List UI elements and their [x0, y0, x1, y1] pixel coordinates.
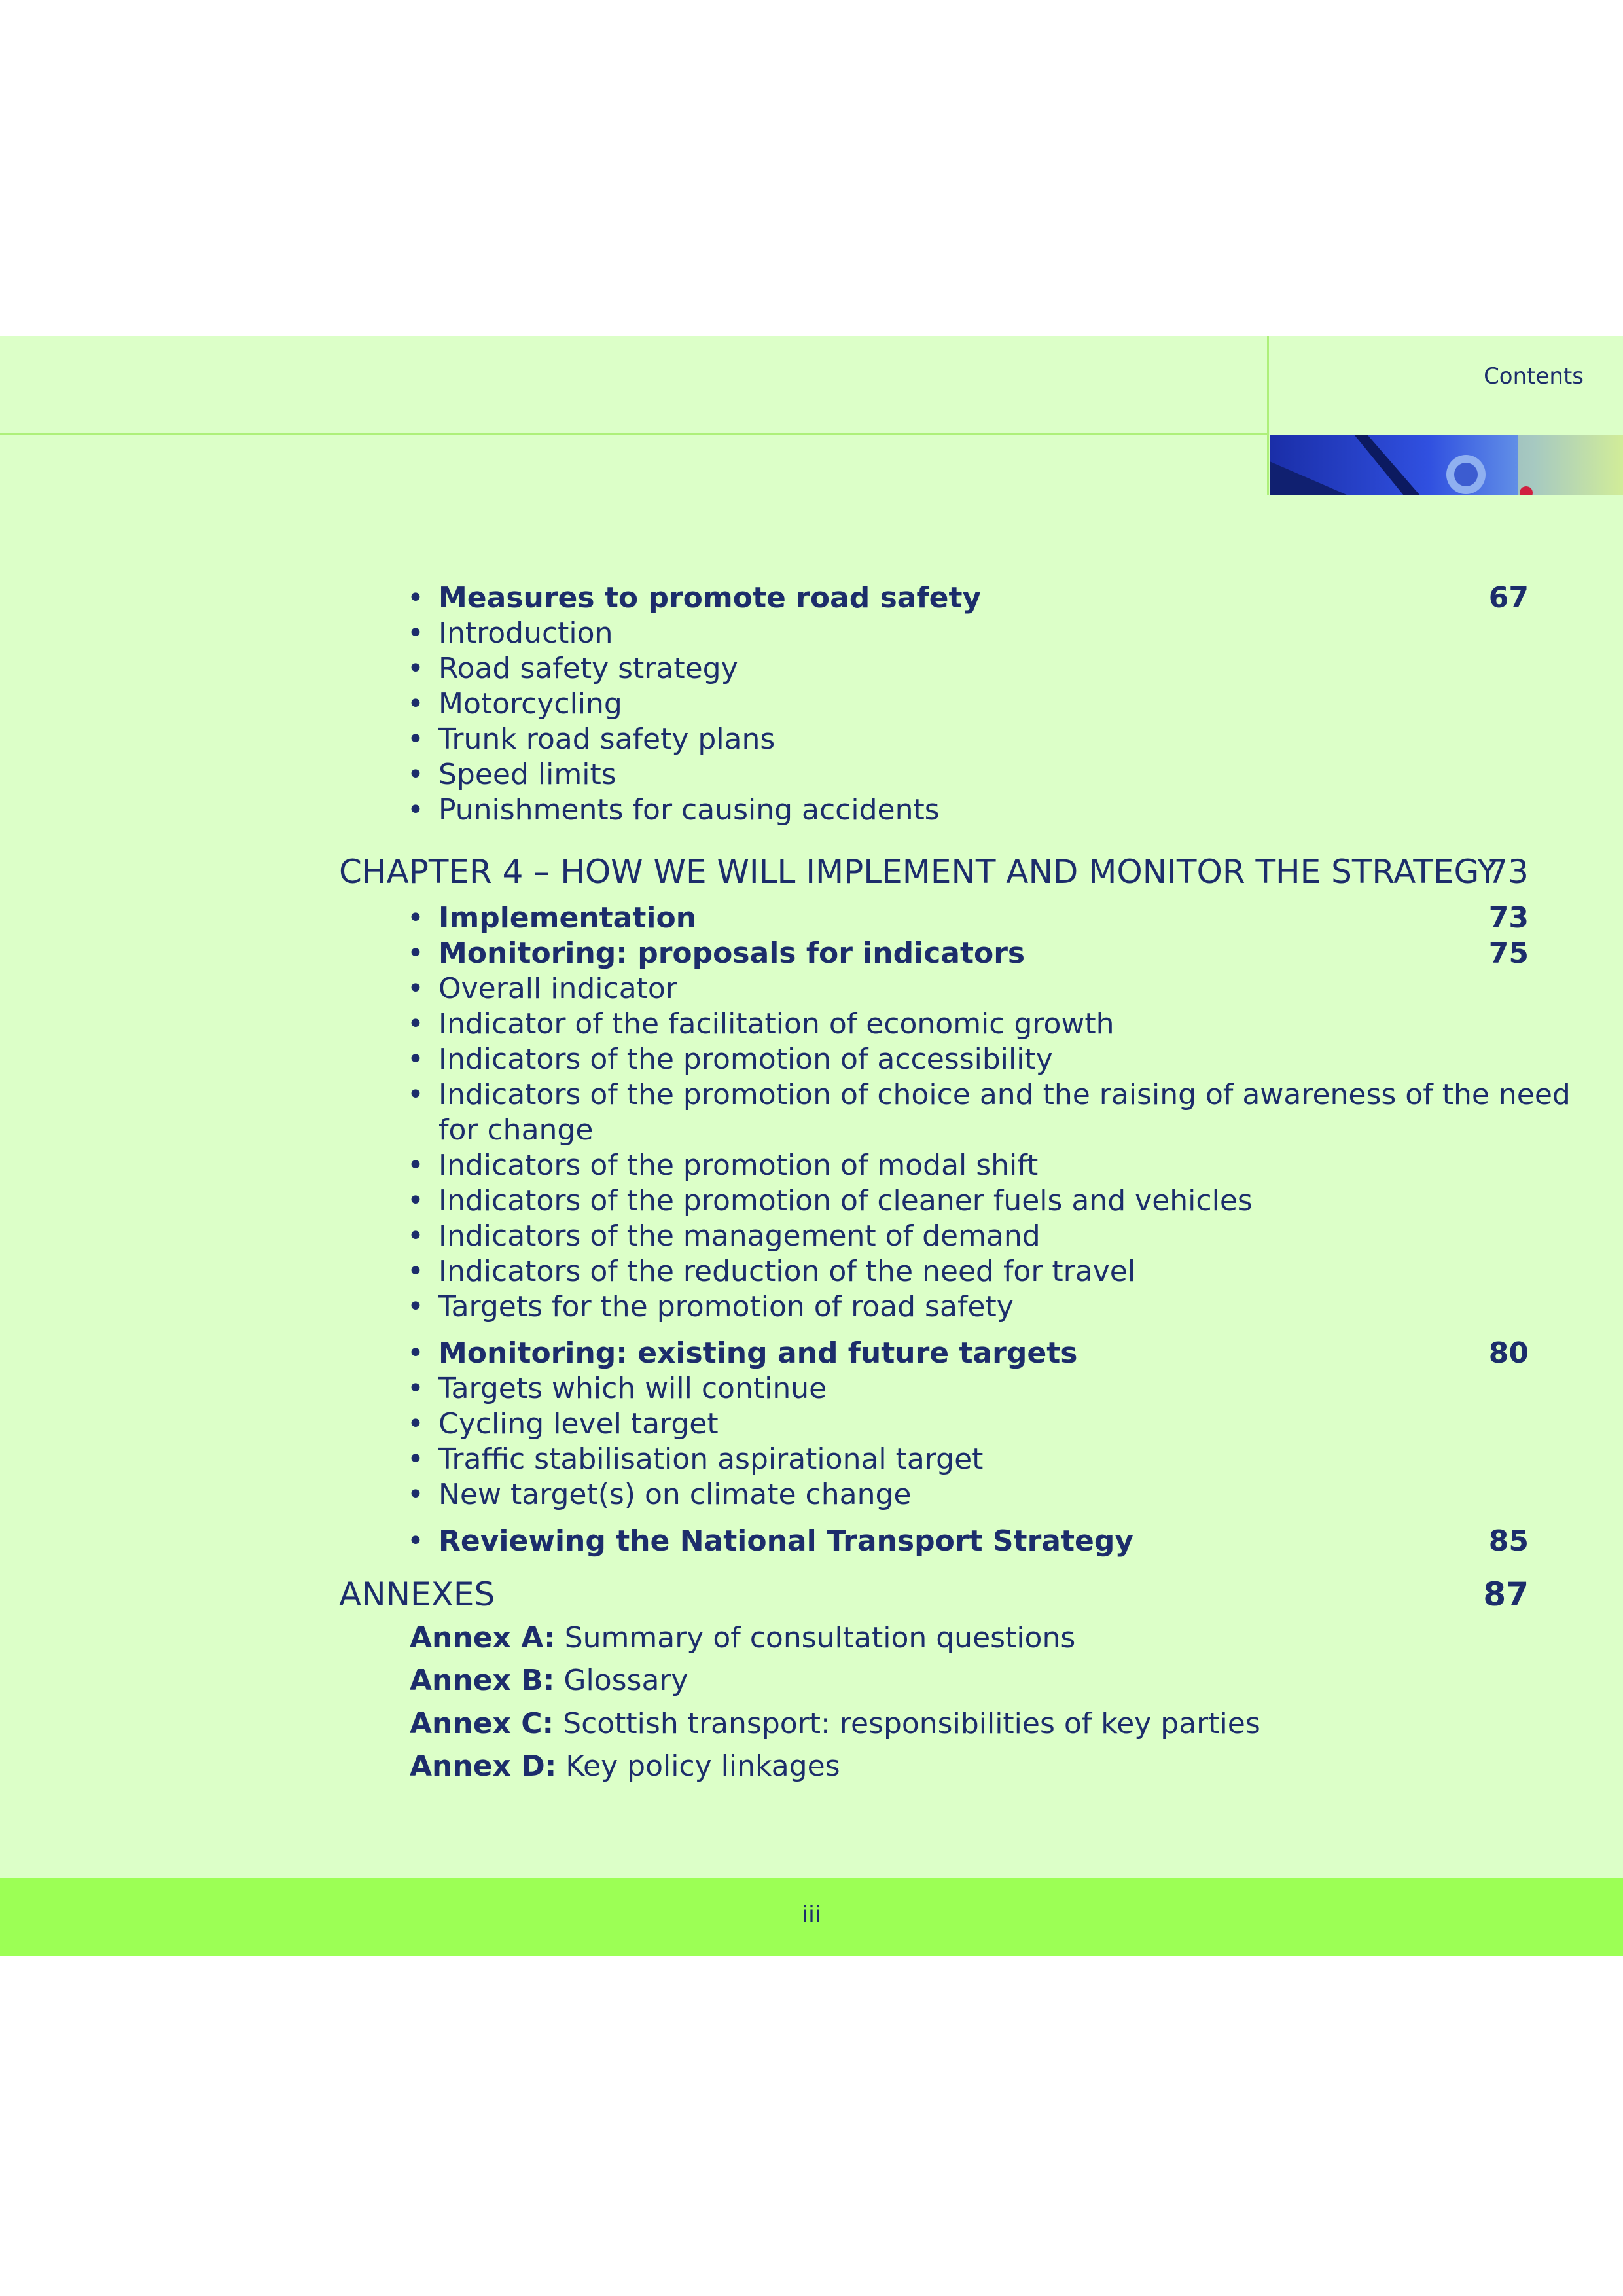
page-number: iii: [801, 1901, 821, 1928]
bullet-icon: •: [407, 901, 424, 935]
bullet-icon: •: [407, 1407, 424, 1441]
annex-d-text: Key policy linkages: [565, 1749, 840, 1783]
header-photo: [1270, 435, 1623, 495]
toc-item[interactable]: Indicators of the reduction of the need for travel: [438, 1255, 1136, 1288]
bullet-icon: •: [407, 1255, 424, 1288]
toc-heading-monitoring-indicators[interactable]: Monitoring: proposals for indicators: [438, 937, 1026, 970]
bullet-icon: •: [407, 1478, 424, 1511]
toc-heading-monitoring-targets[interactable]: Monitoring: existing and future targets: [438, 1336, 1078, 1370]
bullet-icon: •: [407, 1078, 424, 1111]
annex-d[interactable]: [410, 1749, 840, 1784]
annexes-title[interactable]: ANNEXES: [339, 1575, 495, 1613]
toc-item[interactable]: Introduction: [438, 617, 613, 650]
toc-item[interactable]: Targets which will continue: [438, 1372, 827, 1405]
toc-page-implementation: 73: [1488, 901, 1529, 935]
bullet-icon: •: [407, 581, 424, 615]
toc-item[interactable]: Indicators of the promotion of cleaner fuels and vehicles: [438, 1184, 1253, 1217]
toc-item[interactable]: Trunk road safety plans: [438, 723, 776, 756]
annex-c[interactable]: [410, 1706, 1260, 1742]
annex-b[interactable]: [410, 1663, 688, 1698]
toc-item[interactable]: Indicators of the management of demand: [438, 1219, 1041, 1253]
bullet-icon: •: [407, 758, 424, 791]
toc-item[interactable]: Speed limits: [438, 758, 616, 791]
bullet-icon: •: [407, 1372, 424, 1405]
bullet-icon: •: [407, 1336, 424, 1370]
bullet-icon: •: [407, 1007, 424, 1041]
toc-page-reviewing: 85: [1488, 1524, 1529, 1558]
toc-heading-road-safety[interactable]: Measures to promote road safety: [438, 581, 982, 615]
bullet-icon: •: [407, 937, 424, 970]
toc-heading-implementation[interactable]: Implementation: [438, 901, 697, 935]
toc-item[interactable]: Punishments for causing accidents: [438, 793, 940, 827]
toc-item[interactable]: Indicators of the promotion of modal shift: [438, 1149, 1039, 1182]
chapter-4-title[interactable]: CHAPTER 4 – HOW WE WILL IMPLEMENT AND MONITOR THE STRATEGY: [339, 853, 1498, 891]
toc-item-continuation[interactable]: for change: [438, 1113, 594, 1147]
bullet-icon: •: [407, 1184, 424, 1217]
toc-item[interactable]: Targets for the promotion of road safety: [438, 1290, 1014, 1323]
toc-page-road-safety: 67: [1488, 581, 1529, 615]
bullet-icon: •: [407, 1443, 424, 1476]
bullet-icon: •: [407, 723, 424, 756]
chapter-4-page: 73: [1487, 853, 1529, 891]
toc-item[interactable]: Cycling level target: [438, 1407, 719, 1441]
bullet-icon: •: [407, 687, 424, 721]
bullet-icon: •: [407, 1290, 424, 1323]
annexes-page: 87: [1483, 1575, 1529, 1613]
section-label: Contents: [1484, 363, 1584, 389]
toc-heading-reviewing[interactable]: Reviewing the National Transport Strategy: [438, 1524, 1134, 1558]
toc-item[interactable]: Overall indicator: [438, 972, 677, 1005]
annex-b-label: Annex B:: [410, 1664, 555, 1697]
bullet-icon: •: [407, 652, 424, 685]
annex-b-text: Glossary: [563, 1664, 688, 1697]
toc-item[interactable]: Motorcycling: [438, 687, 622, 721]
toc-item[interactable]: Traffic stabilisation aspirational target: [438, 1443, 984, 1476]
bullet-icon: •: [407, 1149, 424, 1182]
annex-a-label: Annex A:: [410, 1621, 556, 1655]
annex-c-text: Scottish transport: responsibilities of key parties: [563, 1707, 1260, 1740]
bullet-icon: •: [407, 1524, 424, 1558]
toc-item[interactable]: Indicators of the promotion of choice and the raising of awareness of the need: [438, 1078, 1571, 1111]
annex-a-text: Summary of consultation questions: [564, 1621, 1076, 1655]
bullet-icon: •: [407, 1043, 424, 1076]
annex-c-label: Annex C:: [410, 1707, 554, 1740]
annex-a[interactable]: [410, 1621, 1075, 1656]
toc-page-monitoring-indicators: 75: [1488, 937, 1529, 970]
toc-item[interactable]: New target(s) on climate change: [438, 1478, 912, 1511]
annex-d-label: Annex D:: [410, 1749, 557, 1783]
bullet-icon: •: [407, 793, 424, 827]
bullet-icon: •: [407, 972, 424, 1005]
toc-item[interactable]: Indicators of the promotion of accessibility: [438, 1043, 1053, 1076]
toc-item[interactable]: Road safety strategy: [438, 652, 738, 685]
toc-item[interactable]: Indicator of the facilitation of economic growth: [438, 1007, 1115, 1041]
header-rule: [0, 433, 1267, 435]
toc-page-monitoring-targets: 80: [1488, 1336, 1529, 1370]
header-divider: [1267, 336, 1269, 495]
bullet-icon: •: [407, 1219, 424, 1253]
photo-graphic: [1270, 435, 1623, 495]
bullet-icon: •: [407, 617, 424, 650]
